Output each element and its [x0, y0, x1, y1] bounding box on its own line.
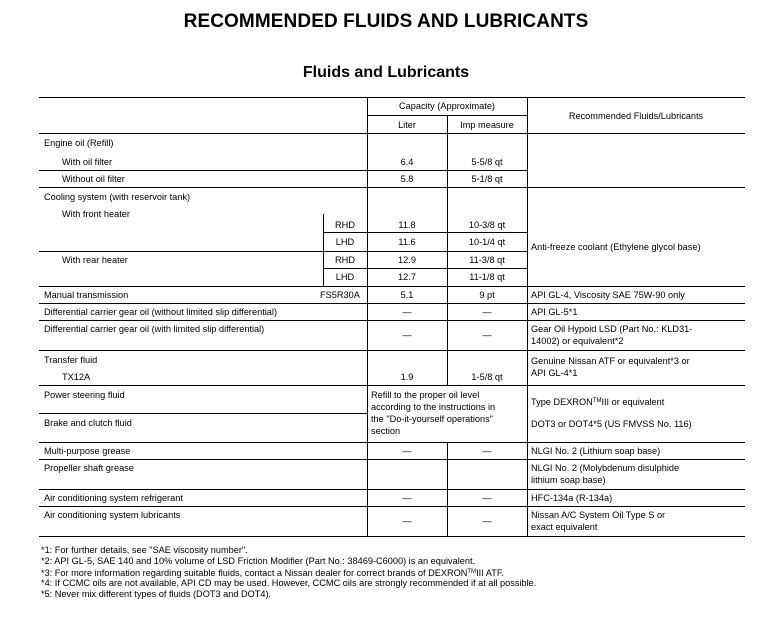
front-rhd-imp: 10-3/8 qt — [468, 220, 506, 230]
ac-lubricants-label: Air conditioning system lubricants — [44, 510, 181, 520]
with-oil-filter-imp: 5-5/8 qt — [471, 157, 503, 167]
front-rhd-liter: 11.8 — [398, 220, 416, 230]
footnote-5: *5: Never mix different types of fluids (DOT3 and DOT4). — [41, 589, 272, 599]
brake-fluid-label: Brake and clutch fluid — [44, 418, 132, 428]
front-lhd-label: LHD — [335, 237, 355, 247]
table-rule — [39, 286, 745, 287]
table-rule — [39, 442, 745, 443]
table-rule — [39, 303, 745, 304]
ac-refrigerant-recommendation: HFC-134a (R-134a) — [531, 493, 613, 503]
table-rule — [39, 506, 745, 507]
transfer-imp: 1-5/8 qt — [471, 372, 503, 382]
page-title: RECOMMENDED FLUIDS AND LUBRICANTS — [183, 11, 589, 32]
front-lhd-liter: 11.6 — [398, 237, 416, 247]
table-rule — [39, 133, 745, 134]
power-steering-recommendation: Type DEXRON™III or equivalent — [531, 397, 665, 407]
ac-lubricants-imp: — — [482, 516, 492, 526]
transfer-fluid-label: Transfer fluid — [44, 355, 98, 365]
diff-lsd-label: Differential carrier gear oil (with limited slip differential) — [44, 324, 265, 334]
coolant-recommendation: Anti-freeze coolant (Ethylene glycol base) — [531, 242, 701, 252]
footnote-4: *4: If CCMC oils are not available, API CD may be used. However, CCMC oils are strongly recommended if at all possible. — [41, 578, 537, 588]
ac-lubricants-liter: — — [402, 516, 412, 526]
diff-lsd-liter: — — [402, 330, 412, 340]
diff-lsd-recommendation-line2: 14002) or equivalent*2 — [531, 336, 624, 346]
prop-grease-recommendation-line1: NLGI No. 2 (Molybdenum disulphide — [531, 463, 680, 473]
front-lhd-imp: 10-1/4 qt — [468, 237, 506, 247]
with-oil-filter-label: With oil filter — [62, 157, 113, 167]
manual-transmission-label: Manual transmission — [44, 290, 129, 300]
manual-transmission-imp: 9 pt — [479, 290, 495, 300]
manual-transmission-model: FS5R30A — [320, 290, 360, 300]
table-rule — [39, 536, 745, 537]
front-heater-label: With front heater — [62, 209, 130, 219]
rear-lhd-imp: 11-1/8 qt — [469, 272, 505, 282]
without-oil-filter-imp: 5-1/8 qt — [471, 174, 503, 184]
table-rule — [39, 385, 745, 386]
imp-header: Imp measure — [460, 120, 514, 130]
table-rule — [39, 170, 527, 171]
manual-transmission-liter: 5.1 — [400, 290, 414, 300]
refill-note-line1: Refill to the proper oil level — [371, 390, 480, 400]
ac-lubricants-recommendation-line2: exact equivalent — [531, 522, 598, 532]
table-rule — [39, 350, 745, 351]
power-steering-label: Power steering fluid — [44, 390, 125, 400]
rear-lhd-label: LHD — [335, 272, 355, 282]
table-rule — [447, 115, 448, 385]
capacity-header: Capacity (Approximate) — [399, 101, 495, 111]
rear-heater-label: With rear heater — [62, 255, 128, 265]
without-oil-filter-label: Without oil filter — [62, 174, 125, 184]
manual-transmission-recommendation: API GL-4, Viscosity SAE 75W-90 only — [531, 290, 685, 300]
prop-grease-label: Propeller shaft grease — [44, 463, 134, 473]
with-oil-filter-liter: 6.4 — [400, 157, 414, 167]
section-title: Fluids and Lubricants — [302, 64, 470, 81]
ac-refrigerant-imp: — — [482, 493, 492, 503]
ac-refrigerant-liter: — — [402, 493, 412, 503]
table-rule — [39, 320, 745, 321]
diff-no-lsd-imp: — — [482, 307, 492, 317]
refill-note-line3: the "Do-it-yourself operations" — [371, 414, 493, 424]
rear-rhd-liter: 12.9 — [398, 255, 416, 265]
diff-lsd-imp: — — [482, 330, 492, 340]
footnote-2: *2: API GL-5, SAE 140 and 10% volume of LSD Friction Modifier (Part No.: 38469-C6000) is an equivalent. — [41, 556, 476, 566]
prop-grease-recommendation-line2: lithium soap base) — [531, 475, 606, 485]
table-rule — [39, 459, 745, 460]
rear-rhd-label: RHD — [335, 255, 355, 265]
refill-note-line2: according to the instructions in — [371, 402, 496, 412]
rear-rhd-imp: 11-3/8 qt — [469, 255, 505, 265]
recommended-header: Recommended Fluids/Lubricants — [568, 111, 704, 121]
transfer-recommendation-line1: Genuine Nissan ATF or equivalent*3 or — [531, 356, 690, 366]
table-rule — [39, 187, 745, 188]
mp-grease-recommendation: NLGI No. 2 (Lithium soap base) — [531, 446, 661, 456]
transfer-liter: 1.9 — [400, 372, 414, 382]
footnote-1: *1: For further details, see "SAE viscosity number". — [41, 545, 248, 555]
transfer-recommendation-line2: API GL-4*1 — [531, 368, 578, 378]
cooling-system-label: Cooling system (with reservoir tank) — [44, 192, 191, 202]
refill-note-line4: section — [371, 426, 401, 436]
ac-lubricants-recommendation-line1: Nissan A/C System Oil Type S or — [531, 510, 666, 520]
table-rule — [527, 97, 528, 536]
ac-refrigerant-label: Air conditioning system refrigerant — [44, 493, 183, 503]
table-rule — [323, 268, 527, 269]
front-rhd-label: RHD — [335, 220, 355, 230]
without-oil-filter-liter: 5.8 — [400, 174, 414, 184]
mp-grease-label: Multi-purpose grease — [44, 446, 131, 456]
mp-grease-liter: — — [402, 446, 412, 456]
transfer-model-label: TX12A — [62, 372, 91, 382]
table-rule — [323, 232, 527, 233]
footnote-3: *3: For more information regarding suitable fluids, contact a Nissan dealer for correct brands of DEXRON™III ATF. — [41, 568, 504, 578]
brake-fluid-recommendation: DOT3 or DOT4*5 (US FMVSS No. 116) — [531, 419, 692, 429]
engine-oil-label: Engine oil (Refill) — [44, 138, 114, 148]
diff-no-lsd-label: Differential carrier gear oil (without limited slip differential) — [44, 307, 278, 317]
diff-no-lsd-recommendation: API GL-5*1 — [531, 307, 578, 317]
table-rule — [39, 97, 745, 98]
table-rule — [39, 251, 527, 252]
table-rule — [39, 489, 745, 490]
liter-header: Liter — [398, 120, 416, 130]
rear-lhd-liter: 12.7 — [398, 272, 416, 282]
diff-lsd-recommendation-line1: Gear Oil Hypoid LSD (Part No.: KLD31- — [531, 324, 693, 334]
diff-no-lsd-liter: — — [402, 307, 412, 317]
table-rule — [39, 413, 367, 414]
mp-grease-imp: — — [482, 446, 492, 456]
